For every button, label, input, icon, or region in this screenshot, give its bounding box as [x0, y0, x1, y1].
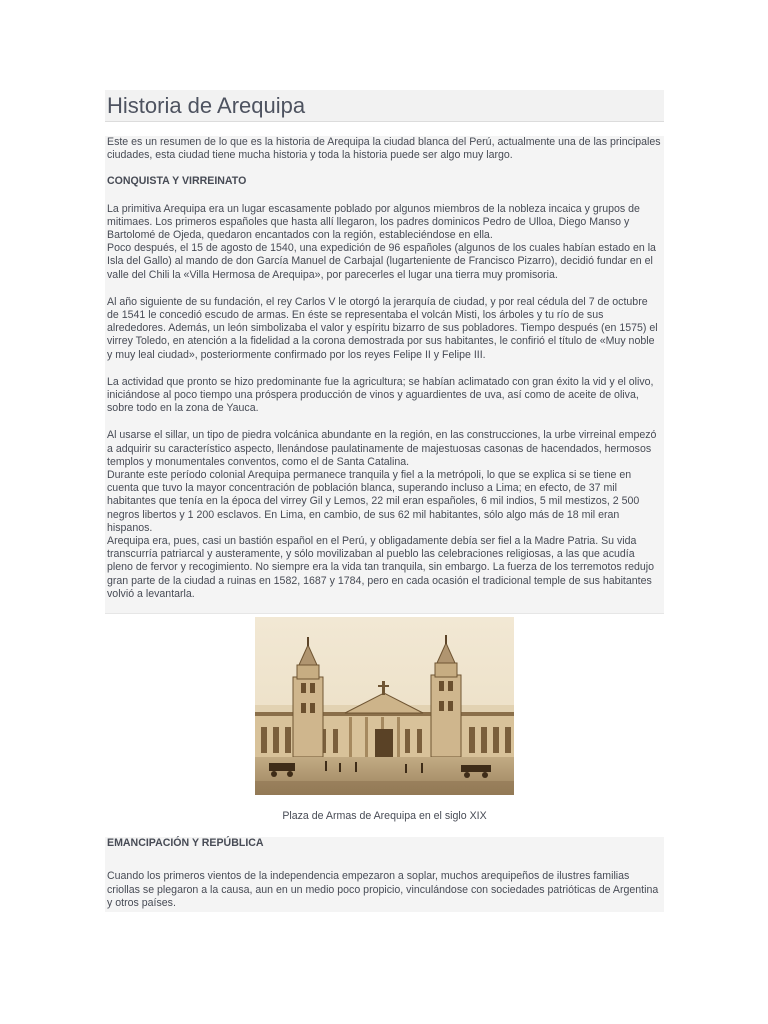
page-title: Historia de Arequipa: [107, 93, 306, 118]
section-conquista: [105, 136, 664, 613]
paragraph: Al usarse el sillar, un tipo de piedra volcánica abundante en la región, en las construcciones, la urbe virreinal empezó a adquirir su característico aspecto, llenándose paulatinamente de majestuosas casonas de hacendados, hermosos templos y monumentales conventos, como el de Santa Catalina.: [107, 429, 657, 468]
document-page: [105, 90, 664, 912]
paragraph: La primitiva Arequipa era un lugar escasamente poblado por algunos miembros de la nobleza incaica y grupos de mitimaes. Los primeros españoles que hasta allí llegaron, los padres dominicos Pedro de Ulloa, Diego Manso y Bartolomé de Ojeda, quedaron encantados con la región, estableciéndose en ella.: [107, 202, 640, 242]
paragraph: Poco después, el 15 de agosto de 1540, una expedición de 96 españoles (algunos de los cuales habían estado en la Isla del Gallo) al mando de don García Manuel de Carbajal (lugarteniente de Francisco Pizarro), decidió fundar en el valle del Chili la «Villa Hermosa de Arequipa», por parecerles el lugar una tierra muy promisoria.: [107, 242, 656, 281]
section-emancipacion: [105, 837, 664, 912]
paragraph: Cuando los primeros vientos de la independencia empezaron a soplar, muchos arequipeños de ilustres familias criollas se plegaron a la causa, aun en un medio poco propicio, vinculándose con sociedades patrióticas de Argentina y otros países.: [107, 870, 659, 909]
figure: [105, 613, 664, 823]
figure-caption: Plaza de Armas de Arequipa en el siglo XIX: [282, 810, 487, 823]
paragraph: Al año siguiente de su fundación, el rey Carlos V le otorgó la jerarquía de ciudad, y por real cédula del 7 de octubre de 1541 le concedió escudo de armas. En éste se representaba el volcán Misti, los árboles y tu río de sus alrededores. Además, un león simbolizaba el valor y espíritu bizarro de sus pobladores. Tiempo después (en 1575) el virrey Toledo, en atención a la fidelidad a la corona demostrada por sus habitantes, le confirió el título de «Muy noble y muy leal ciudad», posteriormente confirmado por los reyes Felipe II y Felipe III.: [107, 295, 658, 361]
paragraph: Durante este período colonial Arequipa permanece tranquila y fiel a la metrópoli, lo que se explica si se tiene en cuenta que tuvo la mayor concentración de población blanca, superando incluso a Lima; en efecto, de 37 mil habitantes que tenía en la época del virrey Gil y Lemos, 22 mil eran españoles, 6 mil indios, 5 mil mestizos, 2 500 negros libertos y 1 200 esclavos. En Lima, en cambio, de sus 62 mil habitantes, sólo algo más de 18 mil eran hispanos.: [107, 469, 640, 534]
paragraph: Arequipa era, pues, casi un bastión español en el Perú, y obligadamente debía ser fiel a la Madre Patria. Su vida transcurría patriarcal y austeramente, y sólo movilizaban al pueblo las celebraciones religiosas, a las que acudía pleno de fervor y recogimiento. No siempre era la vida tan tranquila, sin embargo. La fuerza de los terremotos redujo gran parte de la ciudad a ruinas en 1582, 1687 y 1784, pero en cada ocasión el tradicional temple de sus habitantes volvió a levantarla.: [107, 535, 655, 600]
section-heading-emancipacion: EMANCIPACIÓN Y REPÚBLICA: [107, 837, 264, 850]
title-bar: [105, 90, 664, 122]
paragraph: La actividad que pronto se hizo predominante fue la agricultura; se habían aclimatado con gran éxito la vid y el olivo, iniciándose al poco tiempo una próspera producción de vinos y aguardientes de uva, así como de aceite de oliva, sobre todo en la zona de Yauca.: [107, 375, 654, 415]
section-heading-conquista: CONQUISTA Y VIRREINATO: [107, 175, 247, 188]
cathedral-engraving-image: [255, 617, 514, 795]
intro-paragraph: Este es un resumen de lo que es la historia de Arequipa la ciudad blanca del Perú, actualmente una de las principales ciudades, esta ciudad tiene mucha historia y toda la historia puede ser algo muy largo.: [107, 136, 661, 162]
